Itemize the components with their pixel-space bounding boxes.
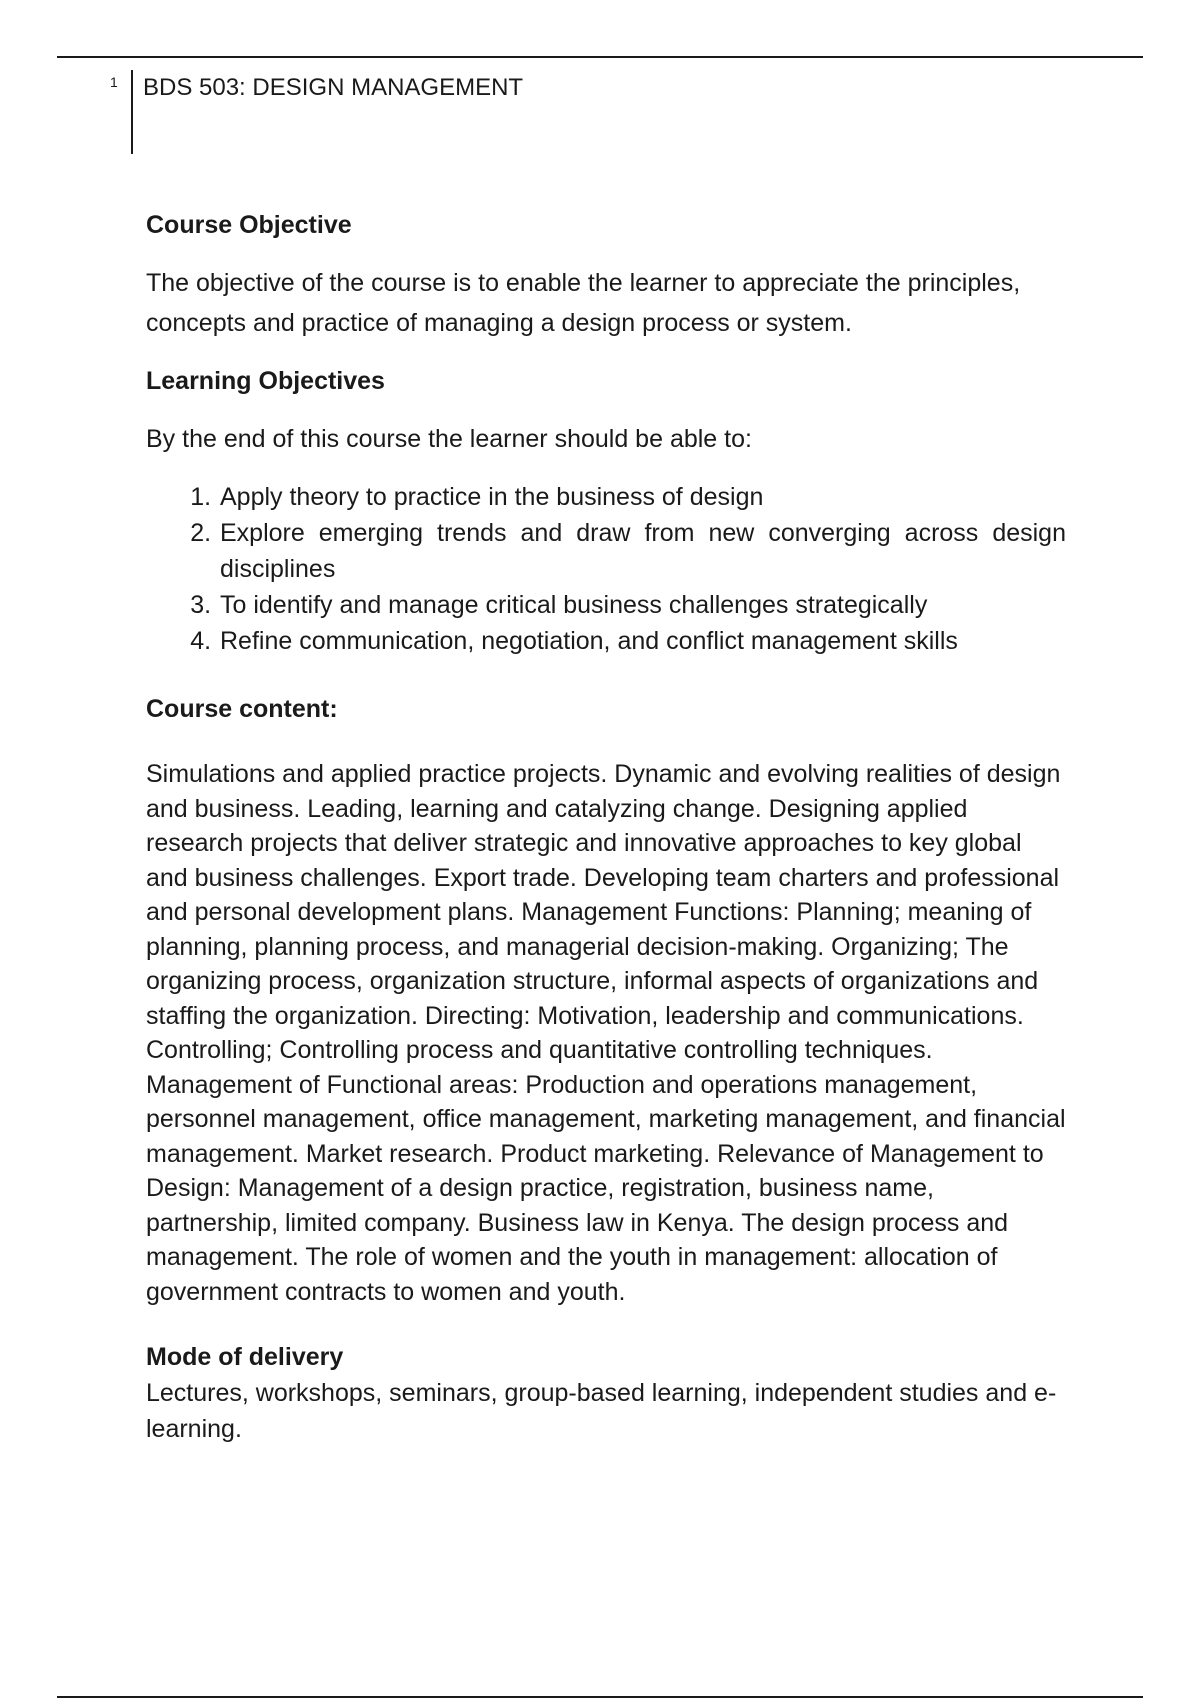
course-objective-text: The objective of the course is to enable the learner to appreciate the principles, concepts and practice of managing a design process or system. bbox=[146, 269, 1021, 337]
mode-of-delivery-heading: Mode of delivery bbox=[146, 1343, 344, 1371]
learning-objectives-heading: Learning Objectives bbox=[146, 367, 385, 395]
header-divider bbox=[131, 70, 133, 154]
list-item: 1. Apply theory to practice in the business of design bbox=[218, 479, 1066, 515]
document-body bbox=[146, 205, 1066, 1447]
mode-of-delivery-text: Lectures, workshops, seminars, group-based learning, independent studies and e-learning. bbox=[146, 1379, 1057, 1443]
course-content-heading: Course content: bbox=[146, 695, 338, 723]
list-item: 2. Explore emerging trends and draw from new converging across design disciplines bbox=[218, 515, 1066, 587]
learning-objectives-intro: By the end of this course the learner should be able to: bbox=[146, 425, 752, 453]
header-title: BDS 503: DESIGN MANAGEMENT bbox=[143, 74, 524, 101]
course-content-text: Simulations and applied practice projects. Dynamic and evolving realities of design and business. Leading, learning and catalyzing change. Designing applied research projects that deliver strategic and innovative approaches to key global and business challenges. Export trade. Developing team charters and professional and personal development plans. Management Functions: Planning; meaning of planning, planning process, and managerial decision-making. Organizing; The organizing process, organization structure, informal aspects of organizations and staffing the organization. Directing: Motivation, leadership and communications. Controlling; Controlling process and quantitative controlling techniques. Management of Functional areas: Production and operations management, personnel management, office management, marketing management, and financial management. Market research. Product marketing. Relevance of Management to Design: Management of a design practice, registration, business name, partnership, limited company. Business law in Kenya. The design process and management. The role of women and the youth in management: allocation of government contracts to women and youth. bbox=[146, 760, 1066, 1306]
course-objective-heading: Course Objective bbox=[146, 211, 352, 239]
list-item: 3. To identify and manage critical business challenges strategically bbox=[218, 587, 1066, 623]
page-number: 1 bbox=[110, 74, 118, 90]
learning-objectives-list bbox=[146, 479, 1066, 659]
top-rule bbox=[57, 56, 1143, 58]
list-item: 4. Refine communication, negotiation, and conflict management skills bbox=[218, 623, 1066, 659]
bottom-rule bbox=[57, 1696, 1143, 1698]
